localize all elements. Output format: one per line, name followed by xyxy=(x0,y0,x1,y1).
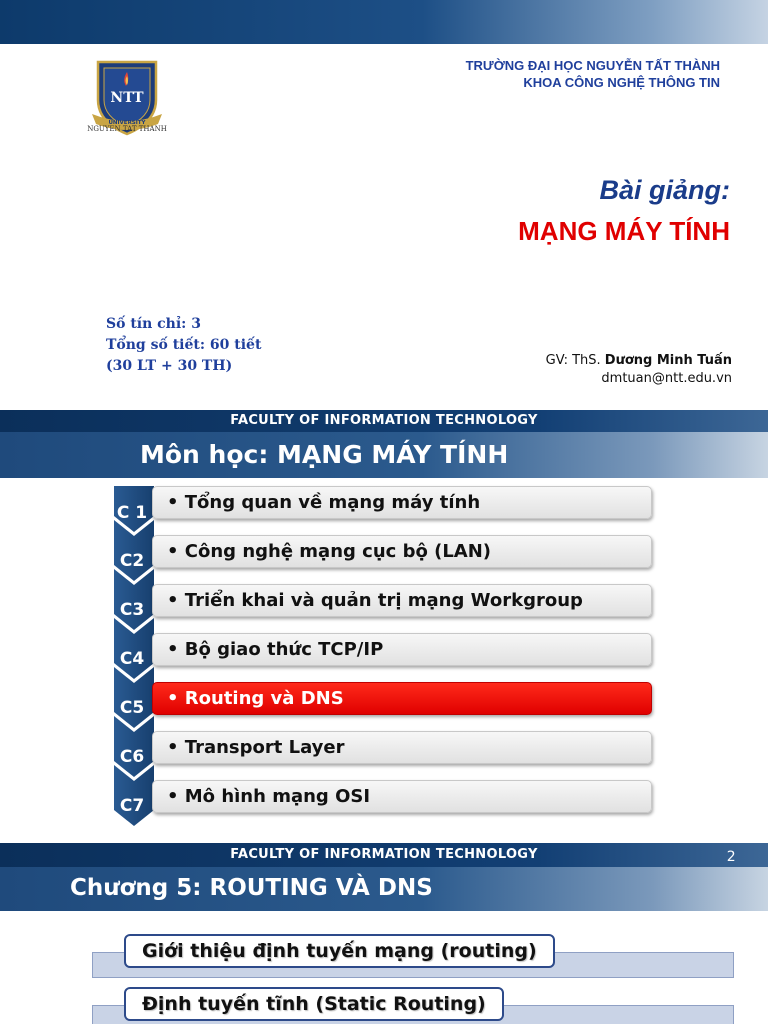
chapter-slide xyxy=(0,843,768,1024)
chapter-topic-text: • Routing và DNS xyxy=(167,688,344,709)
lecturer-prefix: GV: ThS. xyxy=(545,353,605,368)
chapter-label-c1: C 1 xyxy=(116,503,148,523)
course-info xyxy=(106,314,261,377)
total-periods-text: Tổng số tiết: 60 tiết xyxy=(106,337,262,353)
chapter-topic-2 xyxy=(152,535,652,568)
course-outline-slide xyxy=(0,410,768,843)
faculty-bar xyxy=(0,843,768,867)
chapter-label-c3: C3 xyxy=(119,600,145,620)
credits-text: Số tín chỉ: 3 xyxy=(106,316,201,332)
chapter-topic-6 xyxy=(152,731,652,764)
periods-breakdown-text: (30 LT + 30 TH) xyxy=(106,358,233,374)
logo-text: NTT xyxy=(110,90,144,106)
slide-title: Môn học: MẠNG MÁY TÍNH xyxy=(140,440,509,469)
section-item-1: Giới thiệu định tuyến mạng (routing) xyxy=(124,934,555,968)
chapter-topic-5-active xyxy=(152,682,652,715)
chapter-topic-text: • Bộ giao thức TCP/IP xyxy=(167,639,384,660)
slide-title-bar xyxy=(0,432,768,478)
lecture-label: Bài giảng: xyxy=(599,175,730,205)
section-item-2: Định tuyến tĩnh (Static Routing) xyxy=(124,987,504,1021)
logo-caption: NGUYEN TAT THANH xyxy=(87,125,167,133)
lecturer-email: dmtuan@ntt.edu.vn xyxy=(601,371,732,386)
chapter-topic-1 xyxy=(152,486,652,519)
faculty-name: KHOA CÔNG NGHỆ THÔNG TIN xyxy=(523,75,720,90)
lecturer-info xyxy=(546,352,732,388)
chapter-topic-text: • Tổng quan về mạng máy tính xyxy=(167,492,481,513)
faculty-bar-text: FACULTY OF INFORMATION TECHNOLOGY xyxy=(230,847,538,862)
chapter-topic-text: • Transport Layer xyxy=(167,737,345,758)
slide-title-bar xyxy=(0,867,768,911)
chapter-label-c6: C6 xyxy=(119,747,145,767)
chapter-label-c4: C4 xyxy=(119,649,145,669)
chapter-topic-4 xyxy=(152,633,652,666)
page-number: 2 xyxy=(726,849,736,865)
header-band xyxy=(0,0,768,44)
lecturer-name: Dương Minh Tuấn xyxy=(604,353,732,368)
chapter-topic-text: • Công nghệ mạng cục bộ (LAN) xyxy=(167,541,492,562)
chapter-label-c5: C5 xyxy=(119,698,145,718)
course-title: MẠNG MÁY TÍNH xyxy=(518,216,730,246)
slide-title: Chương 5: ROUTING VÀ DNS xyxy=(70,875,433,901)
school-name: TRƯỜNG ĐẠI HỌC NGUYỄN TẤT THÀNH xyxy=(465,58,720,73)
chapter-topic-text: • Mô hình mạng OSI xyxy=(167,786,371,807)
title-slide xyxy=(0,0,768,410)
school-header xyxy=(466,57,720,91)
faculty-bar: FACULTY OF INFORMATION TECHNOLOGY xyxy=(0,410,768,432)
chapter-topic-7 xyxy=(152,780,652,813)
chapter-topic-3 xyxy=(152,584,652,617)
chapter-topic-text: • Triển khai và quản trị mạng Workgroup xyxy=(167,590,583,611)
logo-ribbon: UNIVERSITY xyxy=(108,120,146,126)
chapter-label-c2: C2 xyxy=(119,551,145,571)
chapter-label-c7: C7 xyxy=(119,796,145,816)
